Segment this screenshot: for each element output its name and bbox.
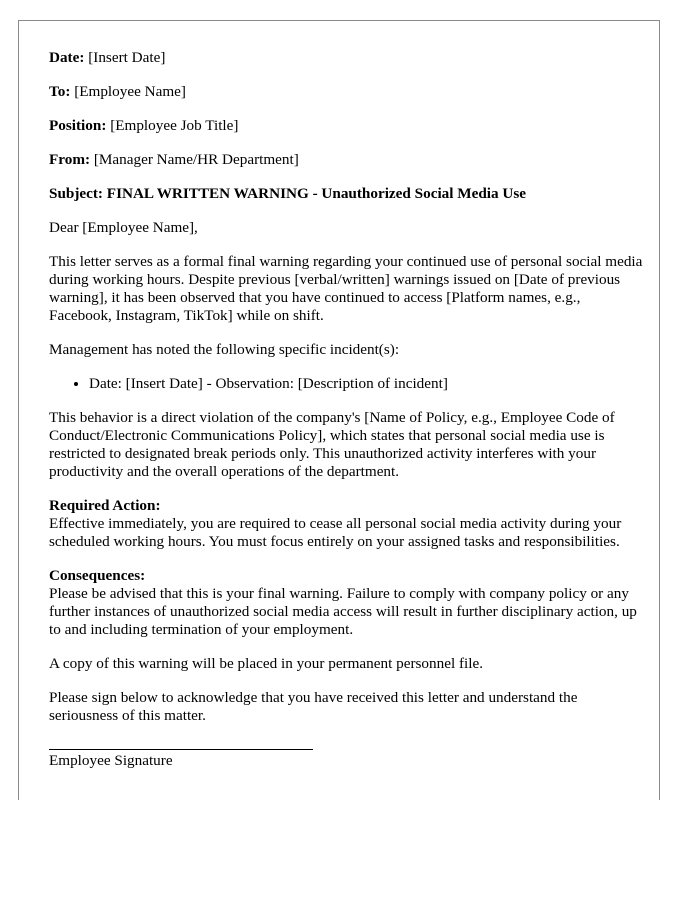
incident-list (49, 375, 645, 393)
position-line (49, 117, 645, 135)
date-line (49, 49, 645, 67)
consequences-heading: Consequences: (49, 567, 146, 584)
required-action-heading: Required Action: (49, 497, 161, 514)
letter-page (18, 20, 660, 800)
required-action-text: Effective immediately, you are required to cease all personal social media activity during your scheduled working hours. You must focus entirely on your assigned tasks and responsibilities. (49, 515, 622, 550)
to-line (49, 83, 645, 101)
paragraph-incidents-intro: Management has noted the following specific incident(s): (49, 341, 400, 358)
date-label: Date: (49, 49, 85, 66)
to-label: To: (49, 83, 71, 100)
required-action-section (49, 497, 645, 551)
position-value: [Employee Job Title] (110, 117, 239, 134)
consequences-section (49, 567, 645, 639)
paragraph-intro: This letter serves as a formal final warning regarding your continued use of personal social media during working hours. Despite previous [verbal/written] warnings issued on [Date of previous warning], it has been observed that you have continued to access [Platform names, e.g., Facebook, Instagram, TikTok] while on shift. (49, 253, 643, 324)
signature-label: Employee Signature (49, 752, 173, 769)
date-value: [Insert Date] (88, 49, 166, 66)
paragraph-file-copy: A copy of this warning will be placed in your permanent personnel file. (49, 655, 483, 672)
to-value: [Employee Name] (74, 83, 186, 100)
from-value: [Manager Name/HR Department] (93, 151, 299, 168)
from-label: From: (49, 151, 91, 168)
salutation: Dear [Employee Name], (49, 219, 198, 236)
paragraph-sign-request: Please sign below to acknowledge that you have received this letter and understand the seriousness of this matter. (49, 689, 578, 724)
incident-item: • Date: [Insert Date] - Observation: [Description of incident] (89, 375, 645, 393)
subject-line: Subject: FINAL WRITTEN WARNING - Unauthorized Social Media Use (49, 185, 527, 202)
signature-line (49, 749, 313, 750)
from-line (49, 151, 645, 169)
paragraph-violation: This behavior is a direct violation of the company's [Name of Policy, e.g., Employee Code of Conduct/Electronic Communications Policy], which states that personal social media use is restricted to designated break periods only. This unauthorized activity interferes with your productivity and the overall operations of the department. (49, 409, 615, 480)
consequences-text: Please be advised that this is your final warning. Failure to comply with company policy or any further instances of unauthorized social media access will result in further disciplinary action, up to and including termination of your employment. (49, 585, 637, 638)
position-label: Position: (49, 117, 107, 134)
letter-content (49, 49, 645, 770)
